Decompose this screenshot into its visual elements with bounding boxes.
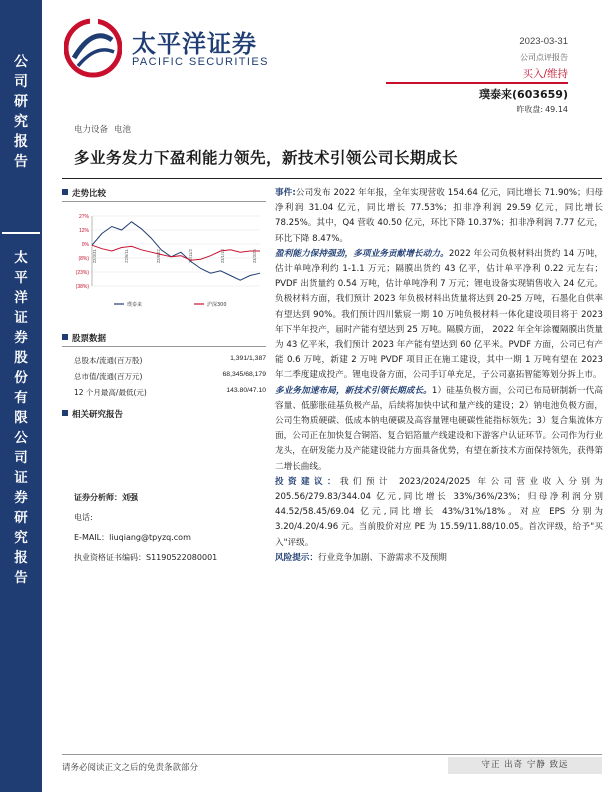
cert-value: S1190522080001 bbox=[146, 553, 218, 562]
square-bullet-icon bbox=[62, 189, 68, 195]
x-tick-label: 22/8/22 bbox=[156, 249, 161, 264]
sidebar-bottom-char: 有 bbox=[14, 390, 28, 406]
page-title: 多业务发力下盈利能力领先，新技术引领公司长期成长 bbox=[74, 148, 459, 167]
sidebar-bottom-char: 太 bbox=[14, 250, 28, 266]
email-link[interactable]: liuqiang@tpyzq.com bbox=[109, 533, 191, 542]
company-motto: 守正 出奇 宁静 致远 bbox=[448, 757, 602, 774]
logo-en-text: PACIFIC SECURITIES bbox=[132, 56, 269, 68]
y-tick-label: (23%) bbox=[75, 270, 89, 276]
sidebar-bottom-char: 证 bbox=[14, 310, 28, 326]
category-item: 电力设备 bbox=[74, 125, 109, 135]
sidebar-bottom-char: 报 bbox=[14, 550, 28, 566]
section-rule bbox=[62, 346, 266, 347]
sidebar-top-char: 报 bbox=[14, 134, 28, 150]
sidebar-bottom-char: 平 bbox=[14, 270, 28, 286]
cert-label: 执业资格证书编码： bbox=[74, 553, 146, 562]
sidebar-bottom-char: 研 bbox=[14, 510, 28, 526]
sidebar bbox=[0, 0, 42, 792]
stock-data-key: 总市值/流通(百万元) bbox=[74, 372, 143, 381]
stock-data-heading bbox=[62, 332, 106, 344]
related-reports-title: 相关研究报告 bbox=[72, 410, 124, 420]
sidebar-divider bbox=[2, 232, 40, 234]
x-tick-label: 22/6/11 bbox=[124, 249, 129, 263]
header-red-rule bbox=[386, 82, 568, 84]
x-tick-label: 23/1/13 bbox=[220, 249, 225, 264]
sidebar-bottom-char: 券 bbox=[14, 330, 28, 346]
sidebar-bottom-char: 告 bbox=[14, 570, 28, 586]
title-divider bbox=[62, 178, 602, 179]
sidebar-top-char: 究 bbox=[14, 114, 28, 130]
stock-name: 璞泰来(603659) bbox=[479, 88, 568, 101]
sidebar-bottom-char: 司 bbox=[14, 450, 28, 466]
analyst-label: 证券分析师： bbox=[74, 493, 122, 502]
sidebar-bottom-char: 洋 bbox=[14, 290, 28, 306]
analyst-cert bbox=[74, 552, 217, 563]
square-bullet-icon bbox=[62, 334, 68, 340]
disclaimer-note: 请务必阅读正文之后的免责条款部分 bbox=[62, 763, 199, 773]
analyst-email bbox=[74, 532, 191, 543]
y-tick-label: (38%) bbox=[75, 284, 89, 290]
x-tick-label: 22/11/2 bbox=[188, 249, 193, 263]
sidebar-bottom-char: 券 bbox=[14, 490, 28, 506]
event-text: 公司发布 2022 年年报，全年实现营收 154.64 亿元，同比增长 71.90%；归母净利润 31.04 亿元，同比增长 77.53%；扣非净利润 29.59 亿元，同比增长 78.25%。其中，Q4 营收 40.50 亿元，环比下降 10.37%；扣非净利润 7.77 亿元，环比下降 8.47%。 bbox=[275, 188, 604, 244]
analyst-value: 刘强 bbox=[122, 493, 138, 502]
footer-rule bbox=[62, 754, 602, 755]
investment-label: 投资建议： bbox=[275, 476, 340, 487]
y-tick-label: 12% bbox=[78, 228, 89, 234]
y-tick-label: 0% bbox=[81, 242, 89, 248]
new-tech-text: 1）硅基负极方面，公司已布局研制新一代高容量、低膨胀硅基负极产品，后续将加快中试和量产线的建设；2）钠电池负极方面，公司生物质硬碳、低成本钠电硬碳及高容量锂电硬碳性能指标领先；3）复合集流体方面，公司正在加快复合铜箔、复合铝箔量产线建设和下游客户认证环节。公司作为行业龙头，在研发能力及产能建设能力方面具备优势，有望在新技术方面保持领先，获得第二增长曲线。 bbox=[275, 385, 603, 472]
legend-label: 璞泰来 bbox=[127, 302, 143, 308]
category-item: 电池 bbox=[114, 125, 132, 135]
stock-data-key: 12 个月最高/最低(元) bbox=[74, 388, 147, 397]
event-label: 事件: bbox=[275, 188, 296, 198]
sidebar-top-label bbox=[0, 52, 42, 172]
email-label: E-MAIL： bbox=[74, 533, 110, 542]
trend-chart bbox=[64, 210, 264, 314]
close-price bbox=[514, 104, 568, 115]
stock-data-value: 68,345/68,179 bbox=[222, 371, 266, 378]
stock-data-value: 1,391/1,387 bbox=[230, 355, 266, 362]
analyst-name bbox=[74, 492, 138, 503]
trend-section-heading bbox=[62, 187, 106, 199]
risk-text: 行业竞争加剧、下游需求不及预期 bbox=[317, 552, 447, 563]
logo-mark-icon bbox=[64, 18, 122, 78]
report-body bbox=[275, 186, 603, 566]
stock-data-title: 股票数据 bbox=[72, 334, 107, 344]
analyst-phone: 电话: bbox=[74, 513, 93, 522]
rating-badge: 买入/维持 bbox=[522, 68, 568, 80]
close-price-value: 49.14 bbox=[545, 105, 568, 114]
sidebar-bottom-char: 股 bbox=[14, 350, 28, 366]
square-bullet-icon bbox=[62, 410, 68, 416]
sidebar-bottom-label bbox=[0, 248, 42, 588]
x-tick-label: 22/3/31 bbox=[92, 249, 97, 264]
report-date: 2023-03-31 bbox=[519, 36, 568, 47]
stock-data-value: 143.80/47.10 bbox=[226, 387, 266, 394]
event-paragraph bbox=[275, 186, 603, 247]
sidebar-bottom-char: 究 bbox=[14, 530, 28, 546]
legend-label: 沪深300 bbox=[207, 302, 227, 308]
x-tick-label: 23/3/26 bbox=[252, 249, 257, 264]
sidebar-bottom-char: 证 bbox=[14, 470, 28, 486]
sidebar-top-char: 告 bbox=[14, 154, 28, 170]
profitability-paragraph bbox=[275, 247, 603, 384]
section-rule bbox=[62, 201, 266, 202]
new-tech-label: 多业务加速布局，新技术引领长期成长。 bbox=[275, 385, 432, 396]
related-reports-heading bbox=[62, 408, 123, 420]
close-price-label: 昨收盘: bbox=[516, 105, 544, 114]
new-tech-paragraph bbox=[275, 384, 603, 475]
sidebar-top-char: 研 bbox=[14, 94, 28, 110]
trend-section-title: 走势比较 bbox=[72, 189, 107, 199]
sidebar-bottom-char: 份 bbox=[14, 370, 28, 386]
profitability-text: 2022 年公司负极材料出货约 14 万吨，估计单吨净利约 1-1.1 万元；隔膜出货约 43 亿平，估计单平净利 0.22 元左右；PVDF 出货量约 0.54 万吨，估计单吨净利 7 万元；锂电设备实现销售收入 24 亿元。负极材料方面，我们预计 2023 年负极材料出货量将达到 20-25 万吨，石墨化自供率有望达到 90%。我们预计四川紫宸一期 10 万吨负极材料一体化建设项目将于 2023 年下半年投产，届时产能有望达到 25 万吨。隔膜方面， 2022 年全年涂覆隔膜出货量为 43 亿平米，我们预计 2023 年产能有望达到 60 亿平米。PVDF 方面，公司已有产能 0.6 万吨，新建 2 万吨 PVDF 项目正在施工建设，其中一期 1 万吨有望在 2023 年二季度建成投产。锂电设备方面，公司手订单充足，子公司嘉拓智能筹划分拆上市。 bbox=[275, 248, 603, 381]
sidebar-bottom-char: 公 bbox=[14, 430, 28, 446]
report-type: 公司点评报告 bbox=[520, 53, 568, 62]
logo-cn-text: 太平洋证券 bbox=[132, 30, 257, 58]
profitability-label: 盈利能力保持强劲，多项业务贡献增长动力。 bbox=[275, 248, 449, 259]
sidebar-top-char: 司 bbox=[14, 74, 28, 90]
risk-paragraph bbox=[275, 551, 603, 566]
y-tick-label: 27% bbox=[78, 214, 89, 220]
company-logo bbox=[64, 18, 269, 88]
sidebar-bottom-char: 限 bbox=[14, 410, 28, 426]
investment-text: 我们预计 2023/2024/2025 年公司营业收入分别为 205.56/279.83/344.04 亿元,同比增长 33%/36%/23%；归母净利润分别 44.52/58.45/69.04 亿元,同比增长 43%/31%/18%。对应 EPS 分别为 3.20/4.20/4.96 元。当前股价对应 PE 为 15.59/11.88/10.05。首次评级，给予"买入"评级。 bbox=[275, 476, 603, 548]
stock-data-key: 总股本/流通(百万股) bbox=[74, 356, 143, 365]
industry-category bbox=[74, 123, 137, 135]
investment-paragraph bbox=[275, 475, 603, 551]
y-tick-label: (8%) bbox=[78, 256, 89, 262]
risk-label: 风险提示： bbox=[275, 552, 318, 563]
sidebar-top-char: 公 bbox=[14, 54, 28, 70]
